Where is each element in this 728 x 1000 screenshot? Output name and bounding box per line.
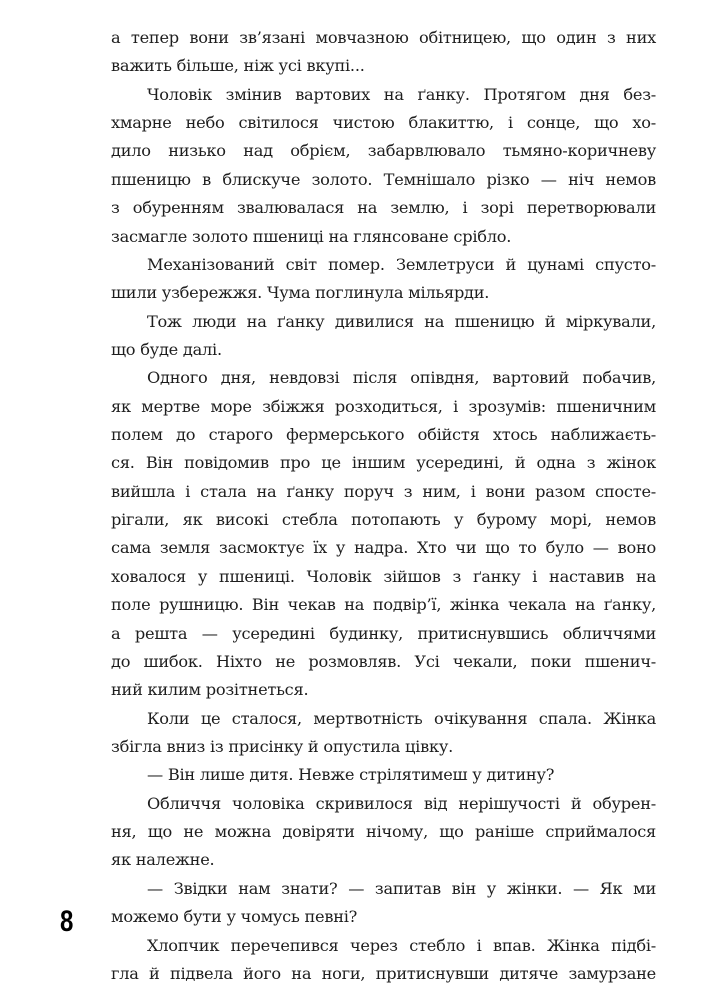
text-line: Чоловік змінив вартових на ґанку. Протягом дня без-	[147, 84, 656, 104]
paragraph	[111, 705, 656, 762]
text-line: Тож люди на ґанку дивилися на пшеницю й міркували,	[147, 311, 656, 331]
paragraph	[111, 761, 656, 789]
paragraph	[111, 932, 656, 989]
paragraph	[111, 308, 656, 365]
text-line: хмарне небо світилося чистою блакиттю, і сонце, що хо-	[111, 113, 656, 133]
text-line: сама земля засмоктує їх у надра. Хто чи що то було — воно	[111, 538, 656, 558]
text-line: збігла вниз із присінку й опустила цівку.	[111, 736, 454, 756]
page-number: 8	[60, 905, 74, 938]
text-line: можемо бути у чомусь певні?	[111, 907, 358, 927]
text-line: Одного дня, невдовзі після опівдня, вартовий побачив,	[147, 368, 656, 388]
text-line: пшеницю в блискуче золото. Темнішало різко — ніч немов	[111, 169, 656, 189]
text-line: дило низько над обрієм, забарвлювало тьмяно-коричневу	[111, 141, 656, 161]
text-line: — Звідки нам знати? — запитав він у жінки. — Як ми	[147, 878, 656, 898]
text-line: рігали, як високі стебла потопають у бурому морі, немов	[111, 510, 656, 530]
text-line: полем до старого фермерського обійстя хтось наближаєть-	[111, 425, 656, 445]
text-line: як належне.	[111, 850, 215, 870]
text-line: Хлопчик перечепився через стебло і впав. Жінка підбі-	[147, 935, 656, 955]
paragraph	[111, 81, 656, 251]
paragraph	[111, 24, 656, 81]
text-line: поле рушницю. Він чекав на подвір’ї, жінка чекала на ґанку,	[111, 595, 656, 615]
text-line: ня, що не можна довіряти нічому, що раніше сприймалося	[111, 822, 656, 842]
text-line: шили узбережжя. Чума поглинула мільярди.	[111, 283, 490, 303]
text-line: ховалося у пшениці. Чоловік зійшов з ґанку і наставив на	[111, 566, 656, 586]
text-line: ний килим розітнеться.	[111, 680, 309, 700]
paragraph	[111, 790, 656, 875]
text-line: важить більше, ніж усі вкупі...	[111, 56, 365, 76]
text-line: а тепер вони зв’язані мовчазною обітницею, що один з них	[111, 28, 656, 47]
text-line: з обуренням звалювалася на землю, і зорі перетворювали	[111, 198, 656, 218]
text-line: Коли це сталося, мертвотність очікування спала. Жінка	[147, 708, 656, 728]
text-line: ся. Він повідомив про це іншим усередині, й одна з жінок	[111, 453, 656, 473]
text-line: — Він лише дитя. Невже стрілятимеш у дитину?	[147, 765, 555, 785]
text-line: до шибок. Ніхто не розмовляв. Усі чекали, поки пшенич-	[111, 651, 656, 671]
paragraph	[111, 364, 656, 704]
page-body-text	[111, 24, 656, 988]
text-line: Обличчя чоловіка скривилося від нерішучості й обурен-	[147, 793, 656, 813]
text-line: а решта — усередині будинку, притиснувшись обличчями	[111, 623, 656, 643]
paragraph	[111, 875, 656, 932]
text-line: вийшла і стала на ґанку поруч з ним, і вони разом спосте-	[111, 481, 656, 501]
text-line: гла й підвела його на ноги, притиснувши дитяче замурзане	[111, 963, 656, 983]
text-line: що буде далі.	[111, 339, 222, 359]
text-line: засмагле золото пшениці на глянсоване срібло.	[111, 226, 512, 246]
paragraph	[111, 251, 656, 308]
text-line: Механізований світ помер. Землетруси й цунамі спусто-	[147, 254, 656, 274]
text-line: як мертве море збіжжя розходиться, і зрозумів: пшеничним	[111, 396, 656, 416]
